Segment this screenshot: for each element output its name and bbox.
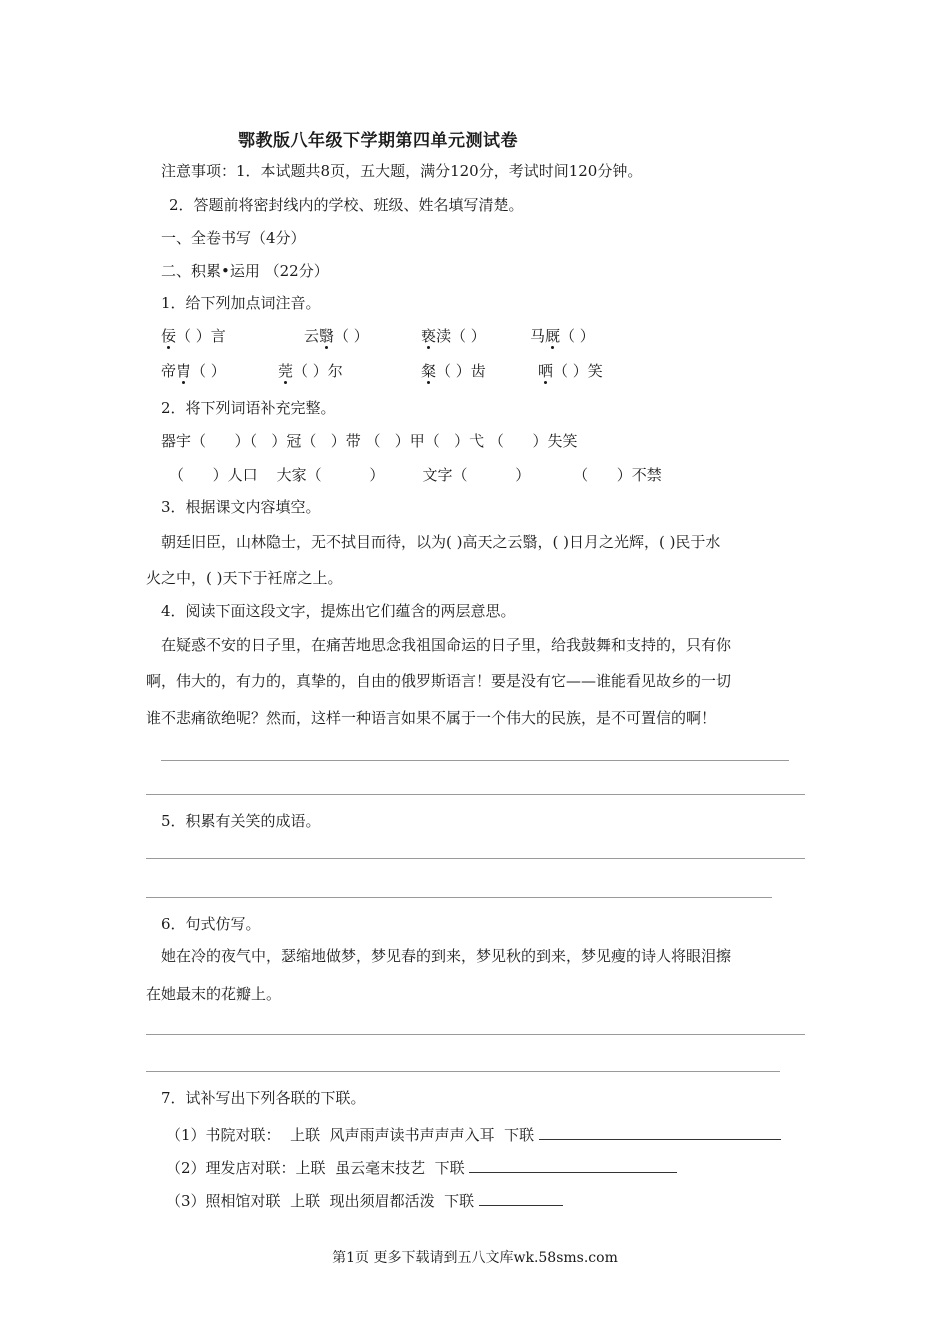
q7-couplet-3: （3）照相馆对联 上联 现出须眉都活泼 下联 [166,1191,563,1209]
q4-prompt: 4．阅读下面这段文字，提炼出它们蕴含的两层意思。 [161,602,516,620]
q1-prompt: 1．给下列加点词注音。 [161,294,321,312]
dot-char: 厩 [545,327,561,345]
dot-char: 翳 [319,327,335,345]
q1-word-8: 哂（ ）笑 [538,362,603,380]
q1-word-1: 佞（ ）言 [161,327,226,345]
q3-line-1: 朝廷旧臣，山林隐士，无不拭目而待，以为( )高天之云翳，( )日月之光辉，( )民于水 [161,533,721,551]
q6-line-1: 她在冷的夜气中，瑟缩地做梦，梦见春的到来，梦见秋的到来，梦见瘦的诗人将眼泪擦 [161,947,732,965]
answer-line[interactable] [146,1034,805,1035]
q3-line-2: 火之中，( )天下于衽席之上。 [146,569,343,587]
dot-char: 哂 [538,362,554,380]
q5-prompt: 5．积累有关笑的成语。 [161,812,321,830]
q4-line-3: 谁不悲痛欲绝呢？然而，这样一种语言如果不属于一个伟大的民族，是不可置信的啊！ [146,709,717,727]
q7-couplet-2: （2）理发店对联：上联 虽云毫末技艺 下联 [166,1158,677,1176]
answer-blank[interactable] [479,1191,563,1206]
dot-char: 亵 [421,327,437,345]
q4-line-1: 在疑惑不安的日子里，在痛苦地思念我祖国命运的日子里，给我鼓舞和支持的，只有你 [161,636,732,654]
q7-prompt: 7．试补写出下列各联的下联。 [161,1089,366,1107]
q6-line-2: 在她最末的花瓣上。 [146,985,282,1003]
q2-prompt: 2．将下列词语补充完整。 [161,399,336,417]
answer-line[interactable] [146,897,772,898]
q1-word-7: 粲（ ）齿 [421,362,486,380]
q6-prompt: 6．句式仿写。 [161,915,261,933]
section-2-heading: 二、积累•运用 （22分） [161,262,329,280]
q1-word-4: 马厩（ ） [530,327,595,345]
notes-line-1: 注意事项：1．本试题共8页，五大题，满分120分，考试时间120分钟。 [161,162,643,180]
q2-row-2: （ ）人口 大家（ ） 文字（ ） （ ）不禁 [169,466,662,484]
answer-blank[interactable] [469,1158,677,1173]
notes-line-2: 2．答题前将密封线内的学校、班级、姓名填写清楚。 [169,196,524,214]
answer-line[interactable] [146,1071,780,1072]
dot-char: 莞 [278,362,294,380]
answer-line[interactable] [161,760,789,761]
q1-word-5: 帝胄（ ） [161,362,226,380]
answer-blank[interactable] [539,1125,781,1140]
q7-couplet-1: （1）书院对联： 上联 风声雨声读书声声声入耳 下联 [166,1125,781,1143]
q1-word-3: 亵渎（ ） [421,327,486,345]
section-1-heading: 一、全卷书写（4分） [161,229,306,247]
dot-char: 胄 [176,362,192,380]
q4-line-2: 啊，伟大的，有力的，真挚的，自由的俄罗斯语言！要是没有它——谁能看见故乡的一切 [146,672,732,690]
page-title: 鄂教版八年级下学期第四单元测试卷 [238,131,518,151]
answer-line[interactable] [146,858,805,859]
q3-prompt: 3．根据课文内容填空。 [161,498,321,516]
answer-line[interactable] [146,794,805,795]
page-footer: 第1页 更多下载请到五八文库wk.58sms.com [332,1250,618,1266]
q1-word-6: 莞（ ）尔 [278,362,343,380]
q2-row-1: 器宇（ ）（ ）冠（ ）带 （ ）甲（ ）弋 （ ）失笑 [161,432,578,450]
dot-char: 粲 [421,362,437,380]
dot-char: 佞 [161,327,177,345]
q1-word-2: 云翳（ ） [304,327,369,345]
